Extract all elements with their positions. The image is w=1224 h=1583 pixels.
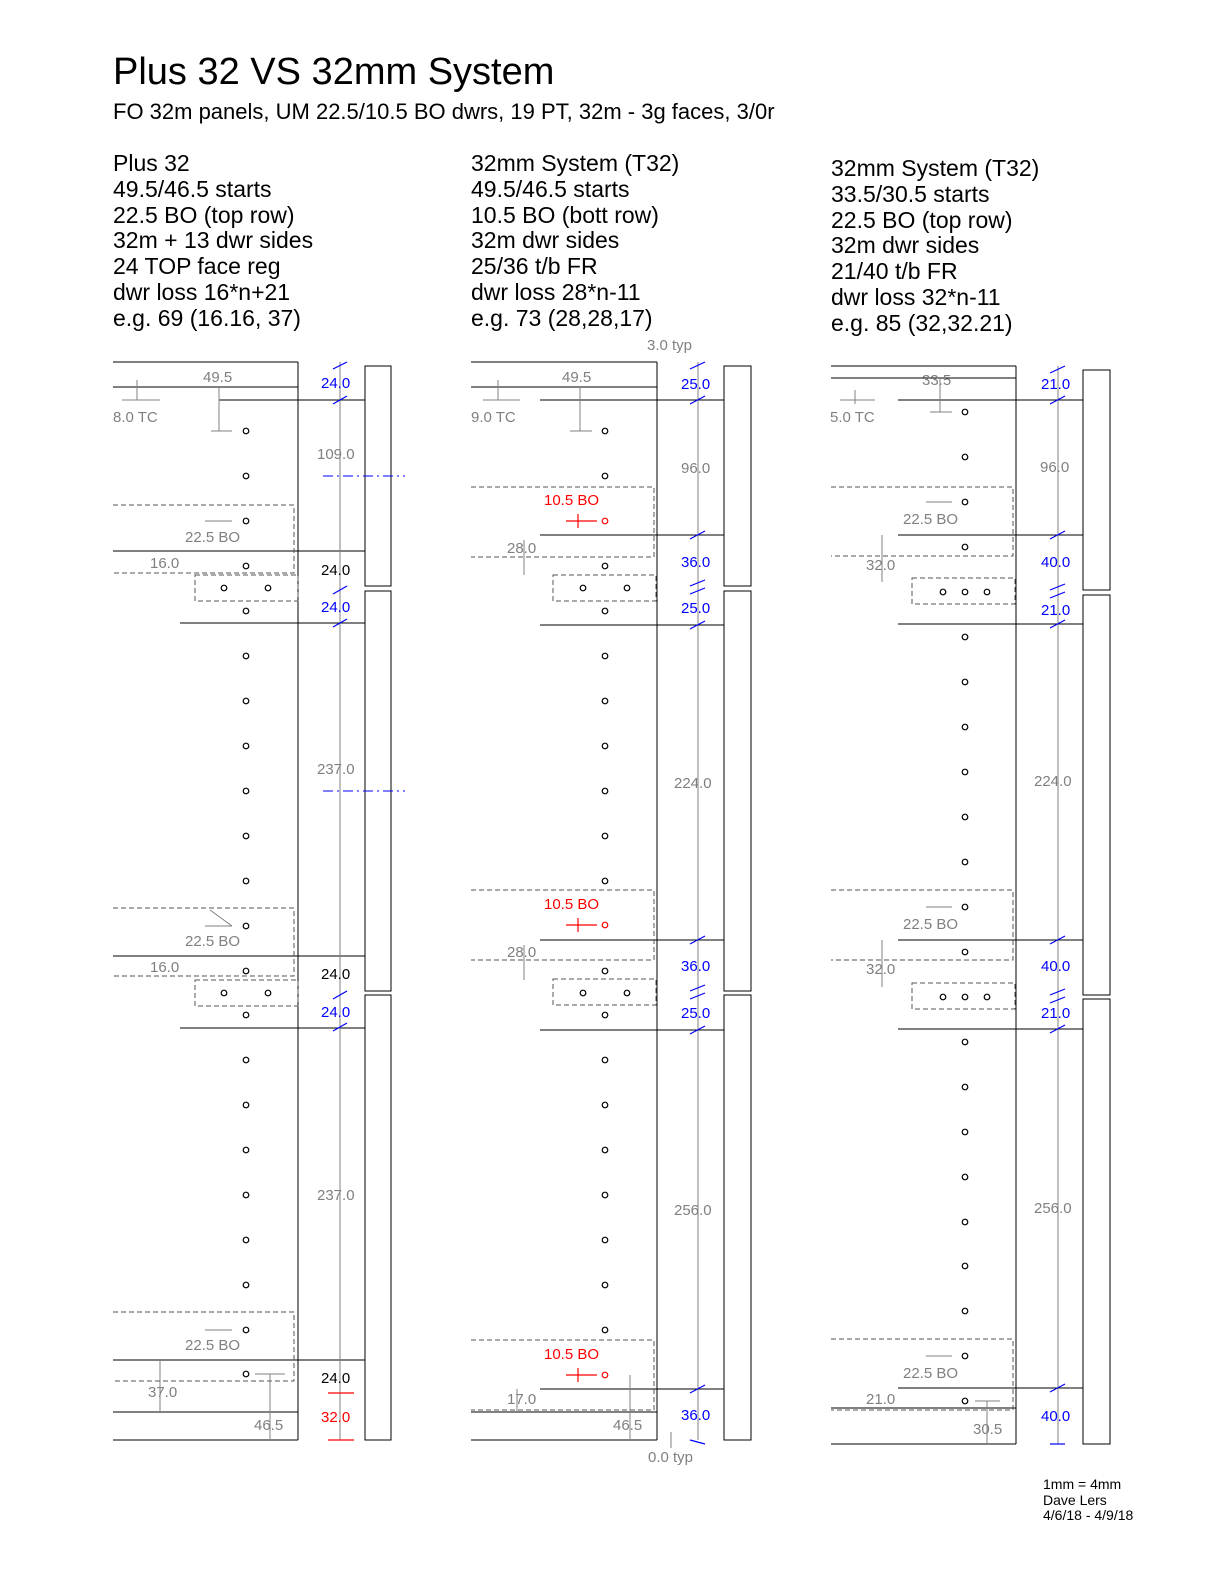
dim-face3-top: 25.0 [681, 1005, 711, 1022]
date-note: 4/6/18 - 4/9/18 [1043, 1507, 1134, 1523]
dim-bottom-reveal: 32.0 [321, 1409, 351, 1426]
dim-bore-offset: 22.5 BO [903, 916, 959, 933]
dim-start-bottom: 46.5 [254, 1417, 284, 1434]
spec-line: e.g. 69 (16.16, 37) [113, 304, 301, 331]
spec-line: 49.5/46.5 starts [113, 175, 272, 202]
dim-drawer-gap: 32.0 [866, 557, 896, 574]
dim-start-bottom: 30.5 [973, 1421, 1003, 1438]
dim-face2-bottom: 36.0 [681, 958, 711, 975]
dim-face2-height: 224.0 [674, 775, 712, 792]
dim-start-bottom: 46.5 [613, 1417, 643, 1434]
drawer-face [365, 995, 391, 1440]
dim-face1-bottom: 40.0 [1041, 554, 1071, 571]
plus32-column [113, 362, 391, 1440]
spec-line: 22.5 BO (top row) [113, 201, 295, 228]
t32-bo-bottom-system-holes [580, 428, 630, 1333]
dim-drawer-gap: 16.0 [150, 959, 180, 976]
dim-top-clearance: 9.0 TC [471, 409, 516, 426]
drawer-face [1083, 370, 1110, 590]
dim-face3-height: 256.0 [674, 1202, 712, 1219]
t32-bo-bottom-column [471, 362, 751, 1440]
dim-face2-bottom: 24.0 [321, 966, 351, 983]
dim-face3-bottom: 24.0 [321, 1370, 351, 1387]
plus32-centerlines [323, 476, 405, 791]
dim-drawer-gap: 28.0 [507, 540, 537, 557]
spec-line: 21/40 t/b FR [831, 258, 958, 285]
drawer-face [724, 591, 751, 991]
spec-line: e.g. 85 (32,32.21) [831, 309, 1013, 336]
dim-last-drawer: 17.0 [507, 1391, 537, 1408]
dim-face3-height: 237.0 [317, 1187, 355, 1204]
dim-face1-top: 24.0 [321, 375, 351, 392]
dim-face1-top: 25.0 [681, 376, 711, 393]
drawer-face [724, 995, 751, 1440]
dim-bore-offset: 22.5 BO [185, 529, 241, 546]
dim-top-clearance: 5.0 TC [830, 409, 875, 426]
dim-face1-height: 109.0 [317, 446, 355, 463]
dim-face3-bottom: 36.0 [681, 1407, 711, 1424]
spec-line: dwr loss 16*n+21 [113, 278, 291, 305]
t32-bo-top-column [831, 366, 1110, 1444]
drawer-face [1083, 595, 1110, 995]
t32-bo-bottom-red-holes [566, 514, 608, 1382]
dim-face3-bottom: 40.0 [1041, 1408, 1071, 1425]
spec-line: dwr loss 28*n-11 [471, 278, 641, 305]
scale-note: 1mm = 4mm [1043, 1476, 1122, 1492]
dim-face3-top: 21.0 [1041, 1005, 1071, 1022]
dim-bore-offset: 22.5 BO [185, 933, 241, 950]
drawing-footer [1043, 1477, 1133, 1524]
spec-line: 25/36 t/b FR [471, 253, 598, 280]
dim-face3-top: 24.0 [321, 1004, 351, 1021]
dim-drawer-gap: 16.0 [150, 555, 180, 572]
dim-drawer-gap: 32.0 [866, 961, 896, 978]
page-title: Plus 32 VS 32mm System [113, 51, 555, 93]
author-note: Dave Lers [1043, 1491, 1107, 1508]
dim-bore-offset: 22.5 BO [903, 511, 959, 528]
spec-line: 24 TOP face reg [113, 253, 281, 280]
t32-bo-top-drawer-outlines [831, 487, 1015, 1410]
dim-face1-height: 96.0 [1040, 459, 1070, 476]
dim-bore-offset: 10.5 BO [544, 492, 600, 509]
spec-line: 32mm System (T32) [831, 155, 1040, 181]
dim-last-drawer: 21.0 [866, 1391, 896, 1408]
drawer-face [724, 366, 751, 586]
dim-face1-bottom: 24.0 [321, 562, 351, 579]
dim-face2-height: 224.0 [1034, 773, 1072, 790]
dim-bore-offset: 22.5 BO [903, 1365, 959, 1382]
spec-line: 32m + 13 dwr sides [113, 227, 314, 254]
page-subtitle: FO 32m panels, UM 22.5/10.5 BO dwrs, 19 PT, 32m - 3g faces, 3/0r [113, 99, 775, 124]
drawer-face [1083, 999, 1110, 1444]
dim-bore-offset: 10.5 BO [544, 1346, 600, 1363]
dim-face1-bottom: 36.0 [681, 554, 711, 571]
spec-line: e.g. 73 (28,28,17) [471, 304, 653, 331]
spec-line: 32m dwr sides [831, 232, 980, 259]
spec-line: 10.5 BO (bott row) [471, 201, 659, 228]
spec-line: 32m dwr sides [471, 227, 620, 254]
spec-line: 49.5/46.5 starts [471, 175, 630, 202]
dim-start-top: 49.5 [562, 369, 592, 386]
dim-last-drawer: 37.0 [148, 1384, 178, 1401]
dim-start-top: 33.5 [922, 372, 952, 389]
plus32-system-holes [221, 428, 271, 1377]
spec-line: 33.5/30.5 starts [831, 180, 990, 207]
dim-reveal-bottom: 0.0 typ [648, 1449, 694, 1466]
dim-start-top: 49.5 [203, 369, 233, 386]
dim-face2-top: 25.0 [681, 600, 711, 617]
spec-line: 32mm System (T32) [471, 150, 680, 176]
dim-face2-top: 24.0 [321, 599, 351, 616]
dim-face2-height: 237.0 [317, 761, 355, 778]
spec-line: dwr loss 32*n-11 [831, 283, 1001, 310]
dim-top-clearance: 8.0 TC [113, 409, 158, 426]
dim-face3-height: 256.0 [1034, 1200, 1072, 1217]
dim-face1-top: 21.0 [1041, 376, 1071, 393]
spec-line: Plus 32 [113, 150, 190, 176]
dim-bore-offset: 10.5 BO [544, 896, 600, 913]
dim-face1-height: 96.0 [681, 460, 711, 477]
dim-face2-top: 21.0 [1041, 602, 1071, 619]
spec-line: 22.5 BO (top row) [831, 206, 1013, 233]
dim-drawer-gap: 28.0 [507, 944, 537, 961]
dim-face2-bottom: 40.0 [1041, 958, 1071, 975]
plus32-dimension-lines [122, 362, 340, 1440]
dim-bore-offset: 22.5 BO [185, 1337, 241, 1354]
dim-reveal-top: 3.0 typ [647, 337, 693, 354]
